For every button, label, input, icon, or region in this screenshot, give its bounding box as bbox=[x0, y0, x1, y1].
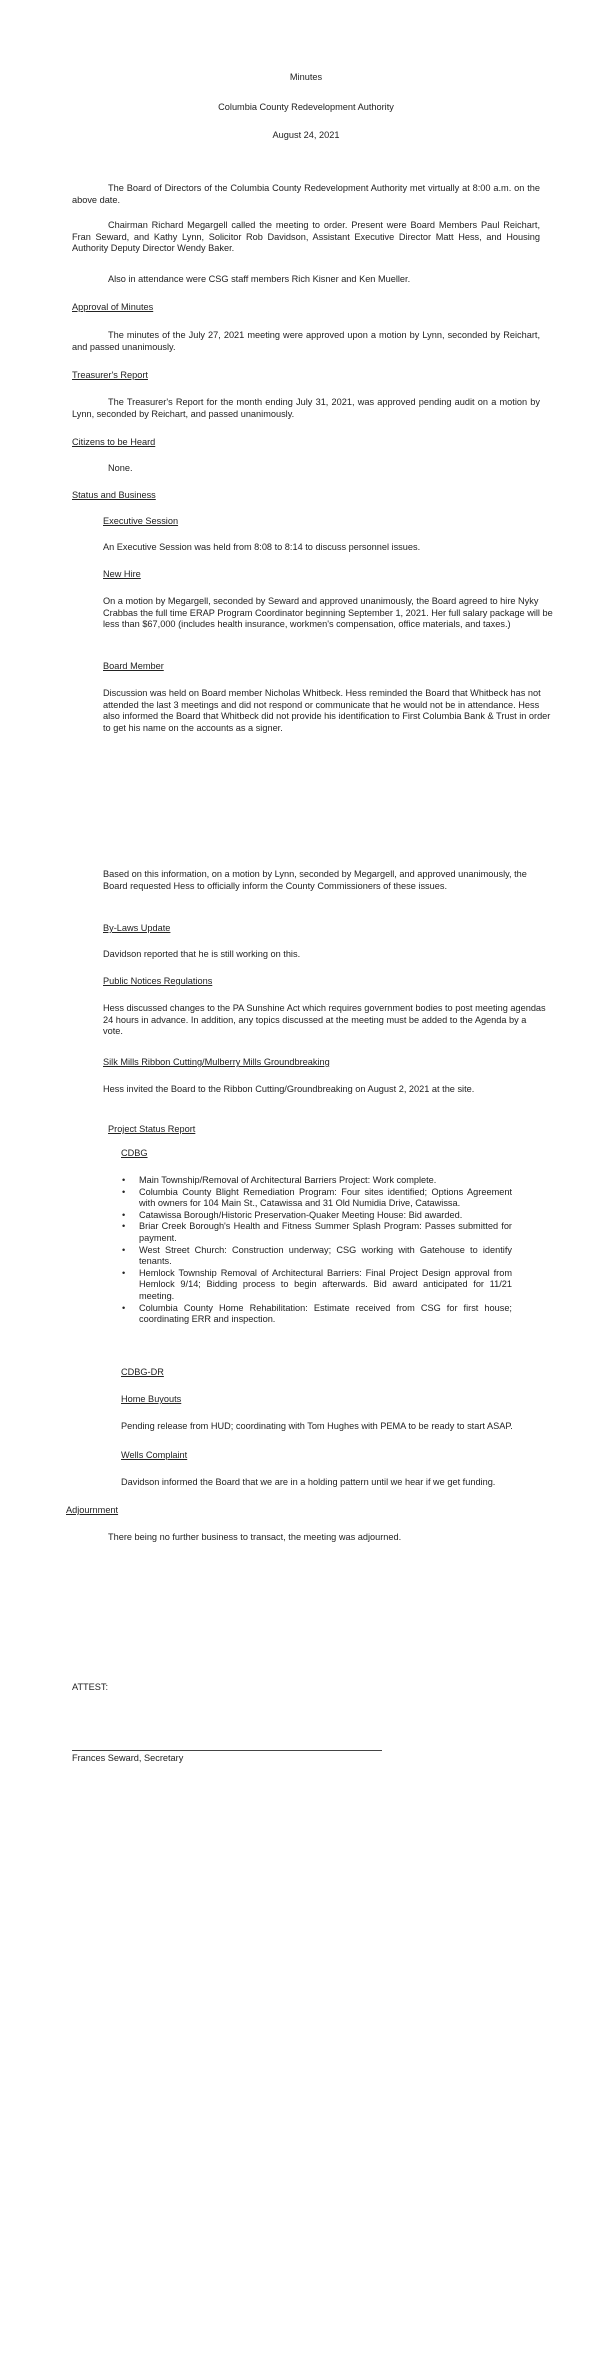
public-notices-text: Hess discussed changes to the PA Sunshine Act which requires government bodies to post meeting agendas 24 hours in advance. In addition, any topics discussed at the meeting must be added to the Agenda by a vote. bbox=[103, 1003, 546, 1037]
board-member-text: Discussion was held on Board member Nicholas Whitbeck. Hess reminded the Board that Whitbeck has not attended the last 3 meetings and did not respond or communicate that he would not be in attendance. Hess also informed the Board that Whitbeck did not provide his identification to First Columbia Bank & Trust in order to get his name on the accounts as a signer. bbox=[103, 688, 551, 733]
subheading-board-member: Board Member bbox=[103, 661, 164, 671]
treasurers-report-text: The Treasurer's Report for the month ending July 31, 2021, was approved pending audit on a motion by Lynn, seconded by Reichart, and passed unanimously. bbox=[72, 397, 540, 419]
attest-label: ATTEST: bbox=[72, 1682, 109, 1692]
list-item: • West Street Church: Construction underway; CSG working with Gatehouse to identify tenants. bbox=[121, 1245, 512, 1268]
section-heading-project-status: Project Status Report bbox=[108, 1124, 196, 1134]
subheading-public-notices: Public Notices Regulations bbox=[103, 976, 213, 986]
intro-paragraph-3: Also in attendance were CSG staff members Rich Kisner and Ken Mueller. bbox=[108, 274, 411, 284]
subheading-bylaws-update: By-Laws Update bbox=[103, 923, 171, 933]
silk-mills-text: Hess invited the Board to the Ribbon Cutting/Groundbreaking on August 2, 2021 at the site. bbox=[103, 1084, 475, 1094]
section-heading-citizens: Citizens to be Heard bbox=[72, 437, 156, 447]
meeting-date: August 24, 2021 bbox=[272, 130, 340, 140]
bylaws-text: Davidson reported that he is still working on this. bbox=[103, 949, 301, 959]
subheading-wells-complaint: Wells Complaint bbox=[121, 1450, 188, 1460]
list-item: • Catawissa Borough/Historic Preservation-Quaker Meeting House: Bid awarded. bbox=[121, 1210, 512, 1222]
signatory-name: Frances Seward, Secretary bbox=[72, 1753, 184, 1763]
cdbg-project-list bbox=[121, 1175, 512, 1326]
subheading-executive-session: Executive Session bbox=[103, 516, 179, 526]
wells-complaint-text: Davidson informed the Board that we are in a holding pattern until we hear if we get funding. bbox=[121, 1477, 496, 1487]
subheading-cdbg-dr: CDBG-DR bbox=[121, 1367, 164, 1377]
section-heading-treasurers-report: Treasurer's Report bbox=[72, 370, 148, 380]
signature-line bbox=[72, 1750, 382, 1751]
list-item: • Columbia County Blight Remediation Program: Four sites identified; Options Agreement with owners for 104 Main St., Catawissa and 31 Old Numidia Drive, Catawissa. bbox=[121, 1187, 512, 1210]
section-heading-approval-of-minutes: Approval of Minutes bbox=[72, 302, 154, 312]
list-item: • Hemlock Township Removal of Architectural Barriers: Final Project Design approval from Hemlock 9/14; Bidding process to begin afterwards. Bid award anticipated for 11/21 meeting. bbox=[121, 1268, 512, 1303]
home-buyouts-text: Pending release from HUD; coordinating with Tom Hughes with PEMA to be ready to start ASAP. bbox=[121, 1421, 513, 1431]
subheading-cdbg: CDBG bbox=[121, 1148, 148, 1158]
adjournment-text: There being no further business to transact, the meeting was adjourned. bbox=[108, 1532, 402, 1542]
executive-session-text: An Executive Session was held from 8:08 to 8:14 to discuss personnel issues. bbox=[103, 542, 421, 552]
subheading-home-buyouts: Home Buyouts bbox=[121, 1394, 182, 1404]
new-hire-text: On a motion by Megargell, seconded by Seward and approved unanimously, the Board agreed to hire Nyky Crabbas the full time ERAP Program Coordinator beginning September 1, 2021. Her full salary package will be less than $67,000 (includes health insurance, workmen's compensation, office materials, and taxes.) bbox=[103, 596, 553, 630]
subheading-silk-mills: Silk Mills Ribbon Cutting/Mulberry Mills Groundbreaking bbox=[103, 1057, 330, 1067]
board-member-resolution-text: Based on this information, on a motion by Lynn, seconded by Megargell, and approved unanimously, the Board requested Hess to officially inform the County Commissioners of these issues. bbox=[103, 869, 527, 891]
list-item: • Briar Creek Borough's Health and Fitness Summer Splash Program: Passes submitted for payment. bbox=[121, 1221, 512, 1244]
intro-paragraph-2: Chairman Richard Megargell called the meeting to order. Present were Board Members Paul Reichart, Fran Seward, and Kathy Lynn, Solicitor Rob Davidson, Assistant Executive Director Matt Hess, and Housing Authority Deputy Director Wendy Baker. bbox=[72, 220, 540, 254]
document-title: Minutes bbox=[289, 72, 323, 82]
citizens-text: None. bbox=[108, 463, 133, 473]
section-heading-status-and-business: Status and Business bbox=[72, 490, 156, 500]
intro-paragraph-1: The Board of Directors of the Columbia County Redevelopment Authority met virtually at 8:00 a.m. on the above date. bbox=[72, 183, 540, 205]
list-item: • Main Township/Removal of Architectural Barriers Project: Work complete. bbox=[121, 1175, 512, 1187]
organization-name: Columbia County Redevelopment Authority bbox=[218, 102, 394, 112]
section-heading-adjournment: Adjournment bbox=[66, 1505, 119, 1515]
approval-of-minutes-text: The minutes of the July 27, 2021 meeting were approved upon a motion by Lynn, seconded by Reichart, and passed unanimously. bbox=[72, 330, 540, 352]
list-item: • Columbia County Home Rehabilitation: Estimate received from CSG for first house; coordinating ERR and inspection. bbox=[121, 1303, 512, 1326]
subheading-new-hire: New Hire bbox=[103, 569, 141, 579]
